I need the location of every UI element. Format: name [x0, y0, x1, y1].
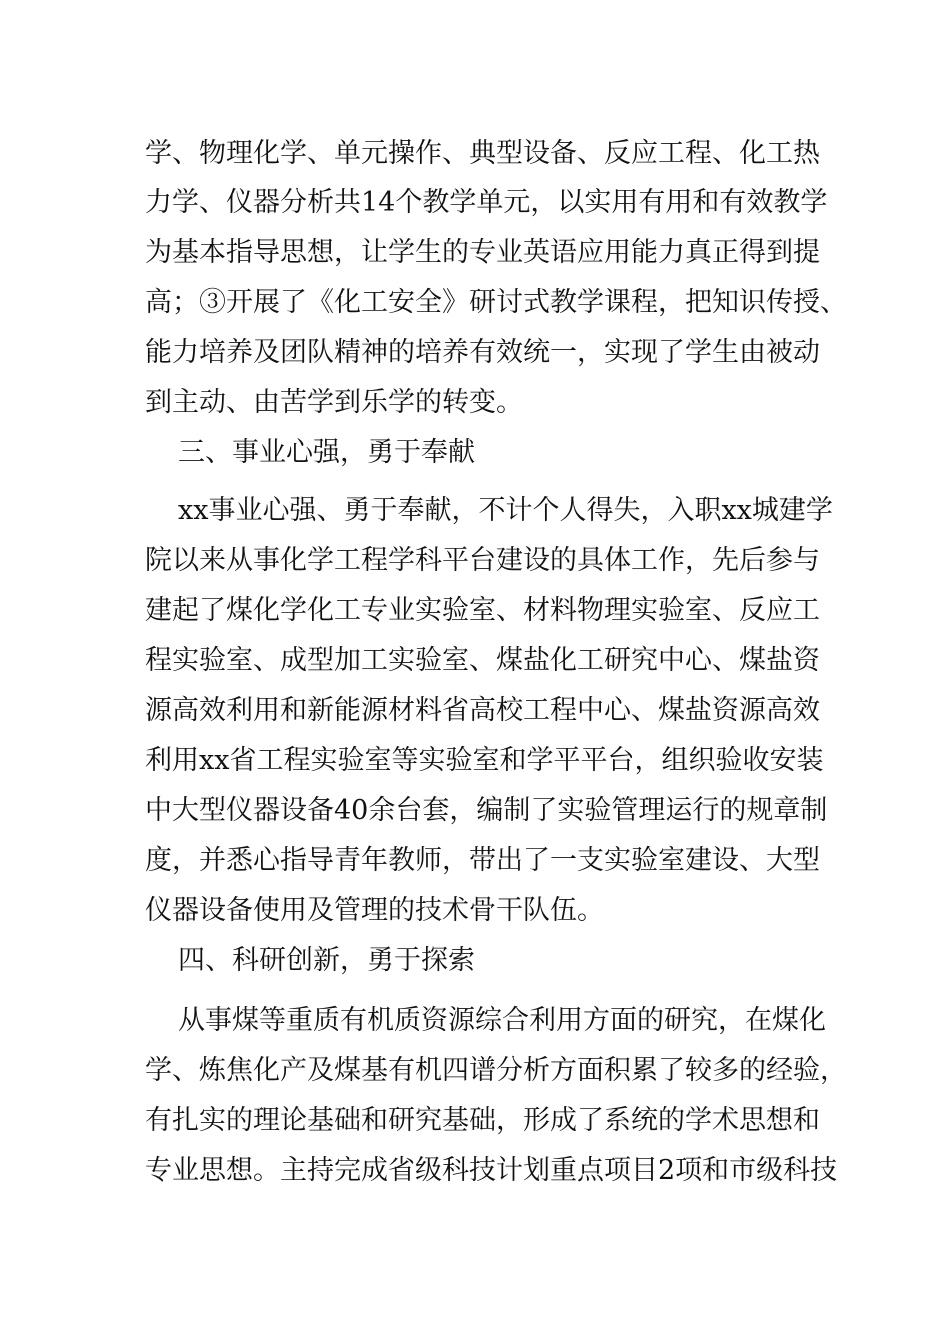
body-text-line: 专业思想。主持完成省级科技计划重点项目2项和市级科技 [145, 1155, 838, 1186]
body-text-line: 院以来从事化学工程学科平台建设的具体工作，先后参与 [145, 545, 820, 576]
body-text-line: 学、物理化学、单元操作、典型设备、反应工程、化工热 [145, 138, 820, 169]
section-heading: 三、事业心强，勇于奉献 [178, 437, 475, 468]
paragraph-first-line: xx事业心强、勇于奉献，不计个人得失，入职xx城建学 [178, 495, 833, 526]
section-heading: 四、科研创新，勇于探索 [178, 945, 475, 976]
body-text-line: 高；③开展了《化工安全》研讨式教学课程，把知识传授、 [145, 287, 847, 318]
body-text-line: 学、炼焦化产及煤基有机四谱分析方面积累了较多的经验， [145, 1055, 847, 1086]
body-text-line: 为基本指导思想，让学生的专业英语应用能力真正得到提 [145, 237, 820, 268]
body-text-line: 中大型仪器设备40余台套，编制了实验管理运行的规章制 [145, 795, 828, 826]
paragraph-first-line: 从事煤等重质有机质资源综合利用方面的研究，在煤化 [178, 1005, 826, 1036]
body-text-line: 建起了煤化学化工专业实验室、材料物理实验室、反应工 [145, 595, 820, 626]
body-text-line: 仪器设备使用及管理的技术骨干队伍。 [145, 895, 604, 926]
body-text-line: 能力培养及团队精神的培养有效统一，实现了学生由被动 [145, 337, 820, 368]
body-text-line: 利用xx省工程实验室等实验室和学平平台，组织验收安装 [145, 745, 824, 776]
body-text-line: 有扎实的理论基础和研究基础，形成了系统的学术思想和 [145, 1105, 820, 1136]
body-text-line: 源高效利用和新能源材料省高校工程中心、煤盐资源高效 [145, 695, 820, 726]
body-text-line: 力学、仪器分析共14个教学单元，以实用有用和有效教学 [145, 187, 828, 218]
body-text-line: 度，并悉心指导青年教师，带出了一支实验室建设、大型 [145, 845, 820, 876]
body-text-line: 程实验室、成型加工实验室、煤盐化工研究中心、煤盐资 [145, 645, 820, 676]
body-text-line: 到主动、由苦学到乐学的转变。 [145, 387, 523, 418]
